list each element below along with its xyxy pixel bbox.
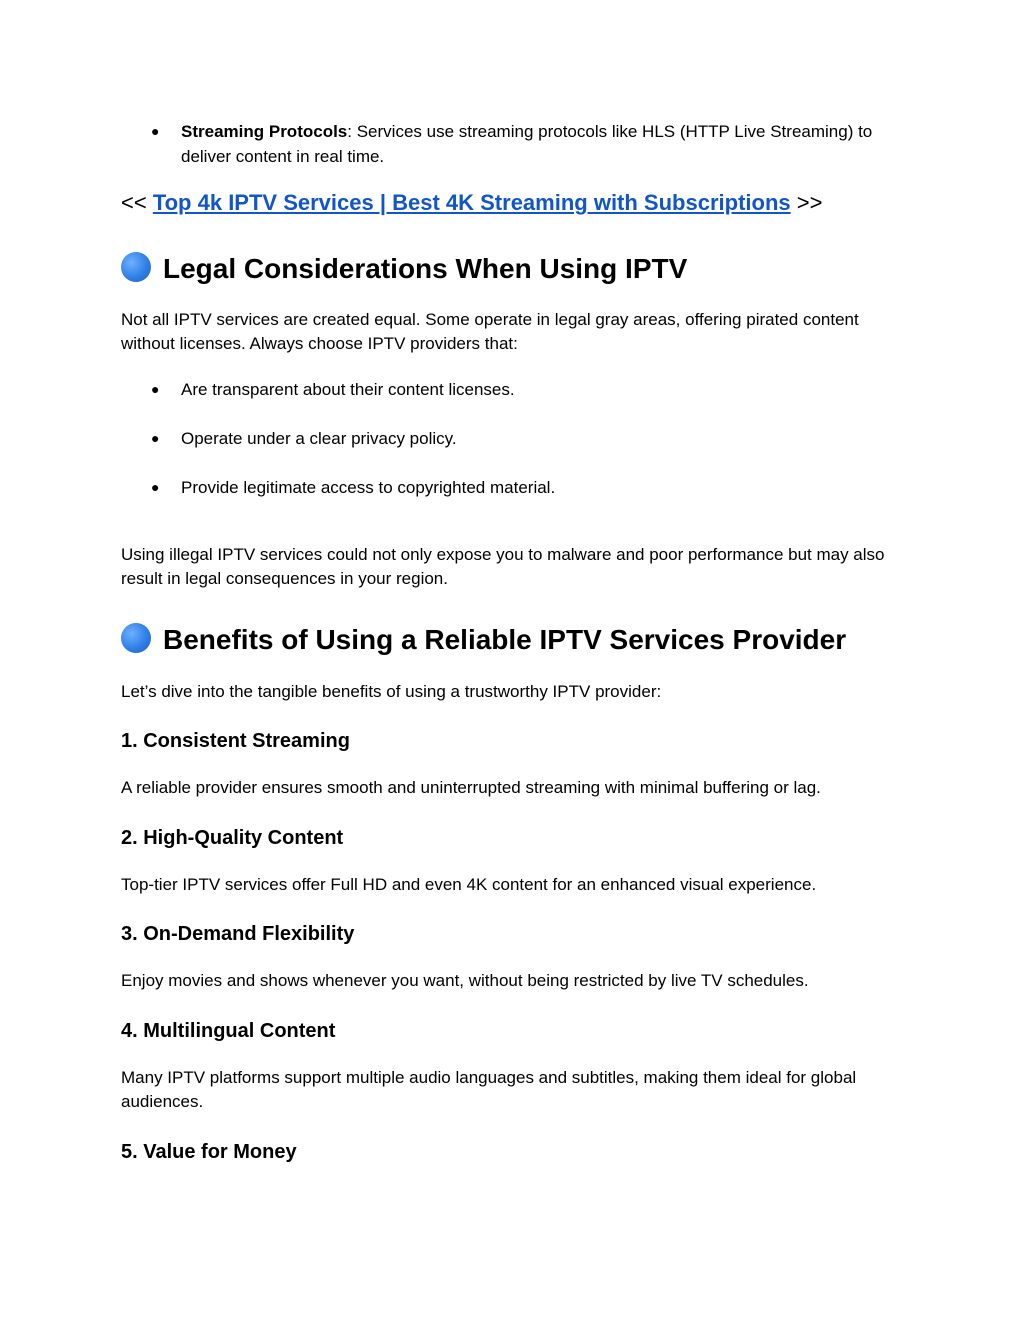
list-item-text	[181, 119, 891, 169]
related-article-link[interactable]: Top 4k IPTV Services | Best 4K Streaming with Subscriptions	[152, 190, 791, 215]
benefit-text: Top-tier IPTV services offer Full HD and even 4K content for an enhanced visual experience.	[121, 875, 817, 894]
paragraph-legal-closing: Using illegal IPTV services could not only expose you to malware and poor performance but may also result in legal consequences in your region.	[121, 545, 885, 588]
benefit-title: 4. Multilingual Content	[121, 1020, 336, 1042]
paragraph-legal-intro: Not all IPTV services are created equal. Some operate in legal gray areas, offering pirated content without licenses. Always choose IPTV providers that:	[121, 310, 859, 353]
benefit-title: 5. Value for Money	[121, 1141, 297, 1163]
link-prefix: <<	[121, 190, 153, 215]
benefit-title: 2. High-Quality Content	[121, 827, 344, 849]
section-heading-legal	[121, 251, 687, 287]
link-suffix: >>	[790, 190, 823, 215]
paragraph-benefits-intro: Let’s dive into the tangible benefits of using a trustworthy IPTV provider:	[121, 682, 662, 701]
bullet-icon: ●	[151, 123, 160, 139]
benefit-title: 3. On-Demand Flexibility	[121, 923, 355, 945]
list-item-text: Operate under a clear privacy policy.	[181, 429, 457, 448]
list-item-text: Are transparent about their content licenses.	[181, 380, 515, 399]
related-link-line	[121, 188, 822, 218]
bullet-icon: ●	[151, 381, 160, 397]
bullet-icon: ●	[151, 479, 160, 495]
blue-circle-icon	[121, 623, 151, 653]
bullet-icon: ●	[151, 430, 160, 446]
benefit-title: 1. Consistent Streaming	[121, 730, 350, 752]
list-item-text: Provide legitimate access to copyrighted material.	[181, 478, 556, 497]
benefit-text: Many IPTV platforms support multiple audio languages and subtitles, making them ideal for global audiences.	[121, 1068, 857, 1111]
benefit-text: Enjoy movies and shows whenever you want, without being restricted by live TV schedules.	[121, 971, 809, 990]
section-heading-text: Legal Considerations When Using IPTV	[163, 253, 688, 284]
list-item-bold: Streaming Protocols	[181, 122, 348, 141]
section-heading-text: Benefits of Using a Reliable IPTV Services Provider	[163, 624, 847, 655]
list-item-body: : Services use streaming protocols like HLS (HTTP Live Streaming) to deliver content in real time.	[181, 122, 873, 166]
blue-circle-icon	[121, 252, 151, 282]
section-heading-benefits	[121, 622, 846, 658]
benefit-text: A reliable provider ensures smooth and uninterrupted streaming with minimal buffering or lag.	[121, 778, 821, 797]
